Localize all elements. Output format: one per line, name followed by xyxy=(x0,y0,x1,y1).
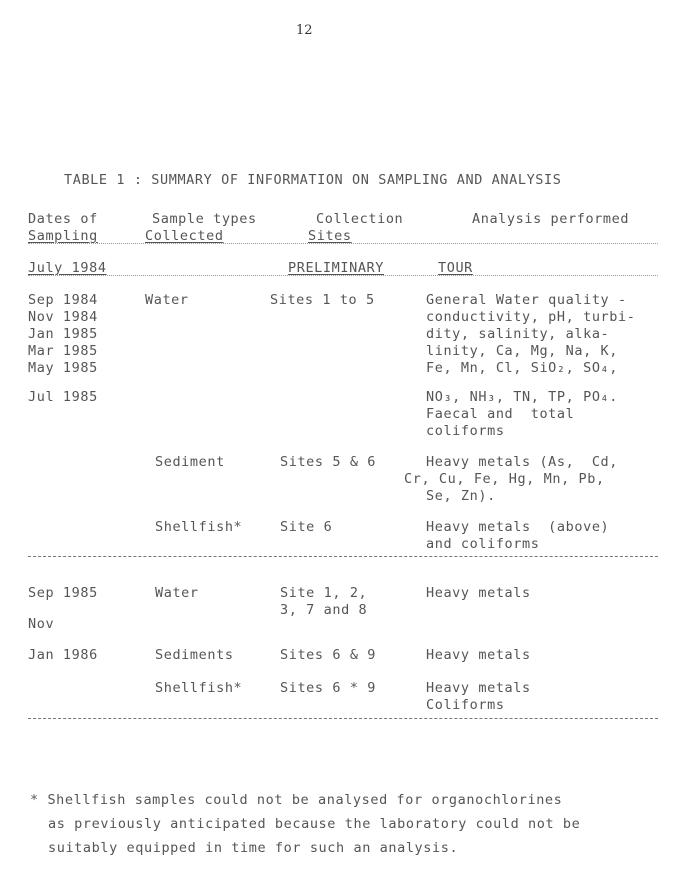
header-collection-sites-line2: Sites xyxy=(308,228,352,244)
preliminary-rule xyxy=(28,275,658,276)
header-collection-sites-line1: Collection xyxy=(316,211,404,227)
block1-date: Mar 1985 xyxy=(28,343,98,359)
block1-jul-analysis: NO₃, NH₃, TN, TP, PO₄. xyxy=(426,389,619,405)
block2-water-sites: 3, 7 and 8 xyxy=(280,602,368,618)
block1-shellfish-type: Shellfish* xyxy=(155,519,243,535)
block2-sediments-type: Sediments xyxy=(155,647,234,663)
block1-water-analysis: linity, Ca, Mg, Na, K, xyxy=(426,343,619,359)
block1-shellfish-analysis: Heavy metals (above) xyxy=(426,519,610,535)
block1-jul-date: Jul 1985 xyxy=(28,389,98,405)
block1-shellfish-sites: Site 6 xyxy=(280,519,333,535)
block1-shellfish-analysis: and coliforms xyxy=(426,536,540,552)
page-number: 12 xyxy=(296,23,313,38)
block2-shellfish-type: Shellfish* xyxy=(155,680,243,696)
block1-date: May 1985 xyxy=(28,360,98,376)
block1-date: Nov 1984 xyxy=(28,309,98,325)
block2-date: Nov xyxy=(28,616,55,632)
block1-sediment-analysis: Heavy metals (As, Cd, xyxy=(426,454,619,470)
block1-water-sites: Sites 1 to 5 xyxy=(270,292,375,308)
block2-date: Sep 1985 xyxy=(28,585,98,601)
footnote-line: suitably equipped in time for such an analysis. xyxy=(48,840,459,856)
table-title: TABLE 1 : SUMMARY OF INFORMATION ON SAMPLING AND ANALYSIS xyxy=(64,172,562,188)
block1-sediment-type: Sediment xyxy=(155,454,225,470)
header-rule xyxy=(28,243,658,244)
block1-jul-analysis: Faecal and total xyxy=(426,406,575,422)
header-dates-line1: Dates of xyxy=(28,211,98,227)
block1-sediment-analysis: Cr, Cu, Fe, Hg, Mn, Pb, xyxy=(404,471,605,487)
block2-water-analysis: Heavy metals xyxy=(426,585,531,601)
block2-sediments-sites: Sites 6 & 9 xyxy=(280,647,377,663)
block2-sediments-analysis: Heavy metals xyxy=(426,647,531,663)
block1-sediment-analysis: Se, Zn). xyxy=(426,488,496,504)
header-sample-types-line1: Sample types xyxy=(152,211,257,227)
block1-jul-analysis: coliforms xyxy=(426,423,505,439)
table-bottom-rule xyxy=(28,718,658,719)
block1-date: Sep 1984 xyxy=(28,292,98,308)
block1-water-type: Water xyxy=(145,292,189,308)
header-dates-line2: Sampling xyxy=(28,228,98,244)
block2-date: Jan 1986 xyxy=(28,647,98,663)
preliminary-date: July 1984 xyxy=(28,260,107,276)
footnote-line: as previously anticipated because the laboratory could not be xyxy=(48,816,581,832)
section-divider xyxy=(28,556,658,557)
preliminary-label2: TOUR xyxy=(438,260,473,276)
block1-water-analysis: General Water quality - xyxy=(426,292,627,308)
block1-water-analysis: dity, salinity, alka- xyxy=(426,326,610,342)
block2-shellfish-sites: Sites 6 * 9 xyxy=(280,680,377,696)
block2-water-sites: Site 1, 2, xyxy=(280,585,368,601)
footnote-line: * Shellfish samples could not be analysed for organochlorines xyxy=(30,792,563,808)
block2-water-type: Water xyxy=(155,585,199,601)
block2-shellfish-analysis: Coliforms xyxy=(426,697,505,713)
block1-water-analysis: conductivity, pH, turbi- xyxy=(426,309,636,325)
block2-shellfish-analysis: Heavy metals xyxy=(426,680,531,696)
block1-date: Jan 1985 xyxy=(28,326,98,342)
preliminary-label: PRELIMINARY xyxy=(288,260,385,276)
block1-water-analysis: Fe, Mn, Cl, SiO₂, SO₄, xyxy=(426,360,619,376)
header-analysis: Analysis performed xyxy=(472,211,630,227)
block1-sediment-sites: Sites 5 & 6 xyxy=(280,454,377,470)
header-sample-types-line2: Collected xyxy=(145,228,224,244)
